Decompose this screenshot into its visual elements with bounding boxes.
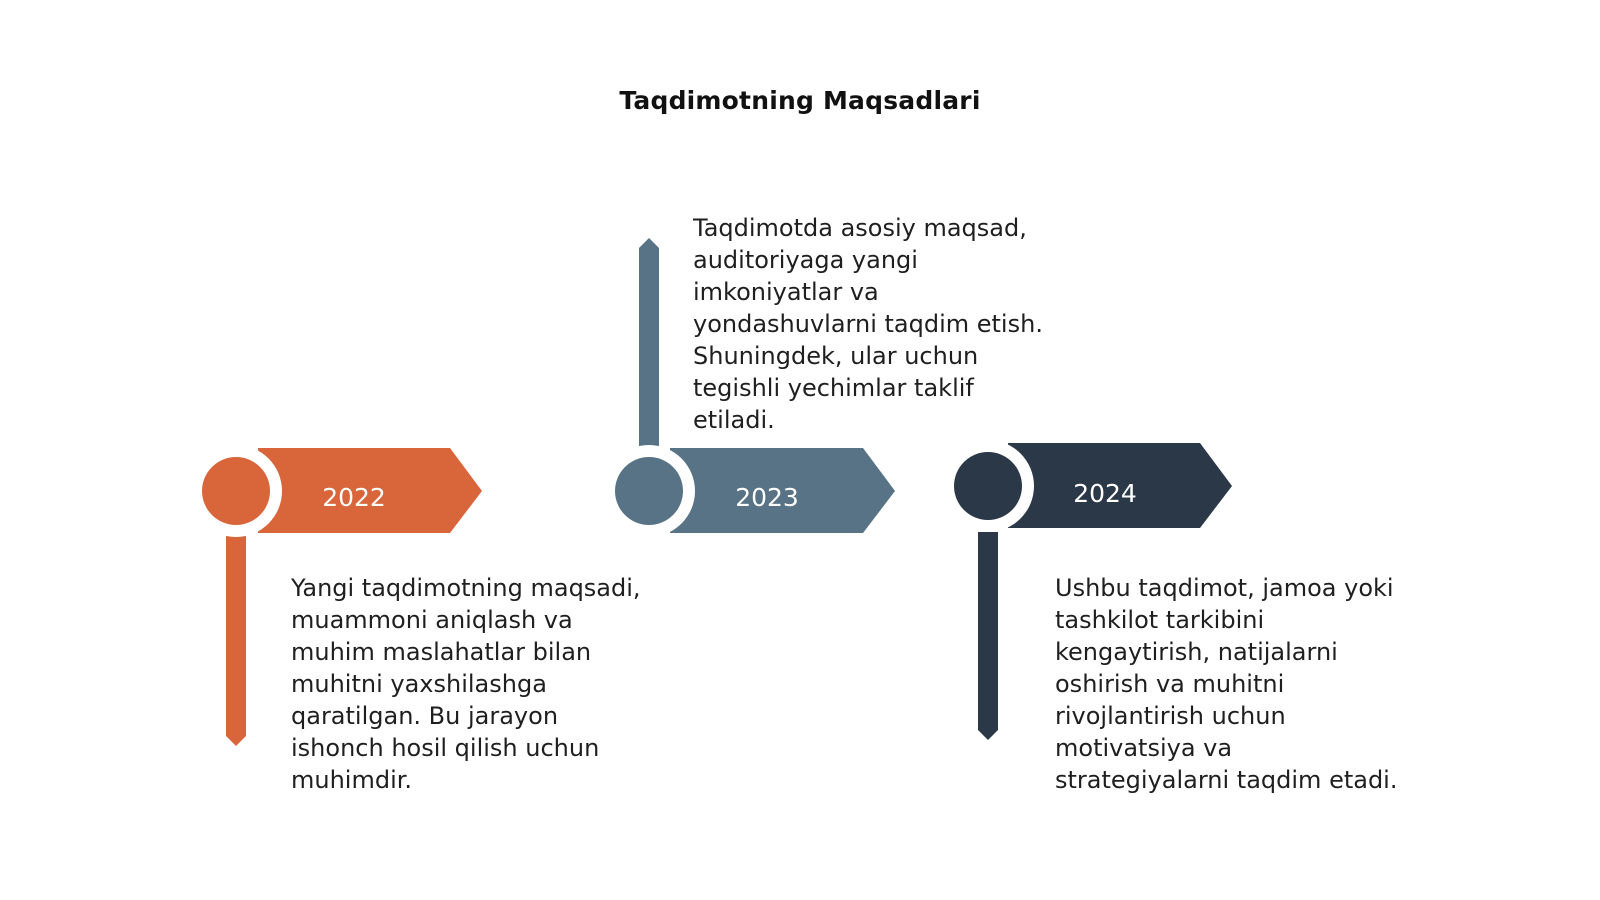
milestone-2024-stem [978,532,998,730]
milestone-2023-year: 2023 [735,483,799,512]
milestone-2024-stem-tip [978,730,998,740]
milestone-2022-stem-tip [226,736,246,746]
milestone-2023-description: Taqdimotda asosiy maqsad, auditoriyaga yangi imkoniyatlar va yondashuvlarni taqdim etish. Shuningdek, ular uchun tegishli yechimlar taklif etiladi. [693,214,1043,434]
milestone-2023-stem [639,248,659,450]
milestone-2024-description: Ushbu taqdimot, jamoa yoki tashkilot tarkibini kengaytirish, natijalarni oshirish va muhitni rivojlantirish uchun motivatsiya va strategiyalarni taqdim etadi. [1055,574,1398,794]
milestone-2022-stem [226,536,246,736]
milestone-2024-node [954,452,1022,520]
page-title: Taqdimotning Maqsadlari [619,86,981,115]
milestone-2023-stem-tip [639,238,659,248]
milestone-2022-year: 2022 [322,483,386,512]
milestone-2024-year: 2024 [1073,479,1137,508]
milestone-2023-node [615,457,683,525]
milestone-2022-node [202,457,270,525]
milestone-2022-description: Yangi taqdimotning maqsadi, muammoni aniqlash va muhim maslahatlar bilan muhitni yaxshilashga qaratilgan. Bu jarayon ishonch hosil qilish uchun muhimdir. [291,574,641,794]
